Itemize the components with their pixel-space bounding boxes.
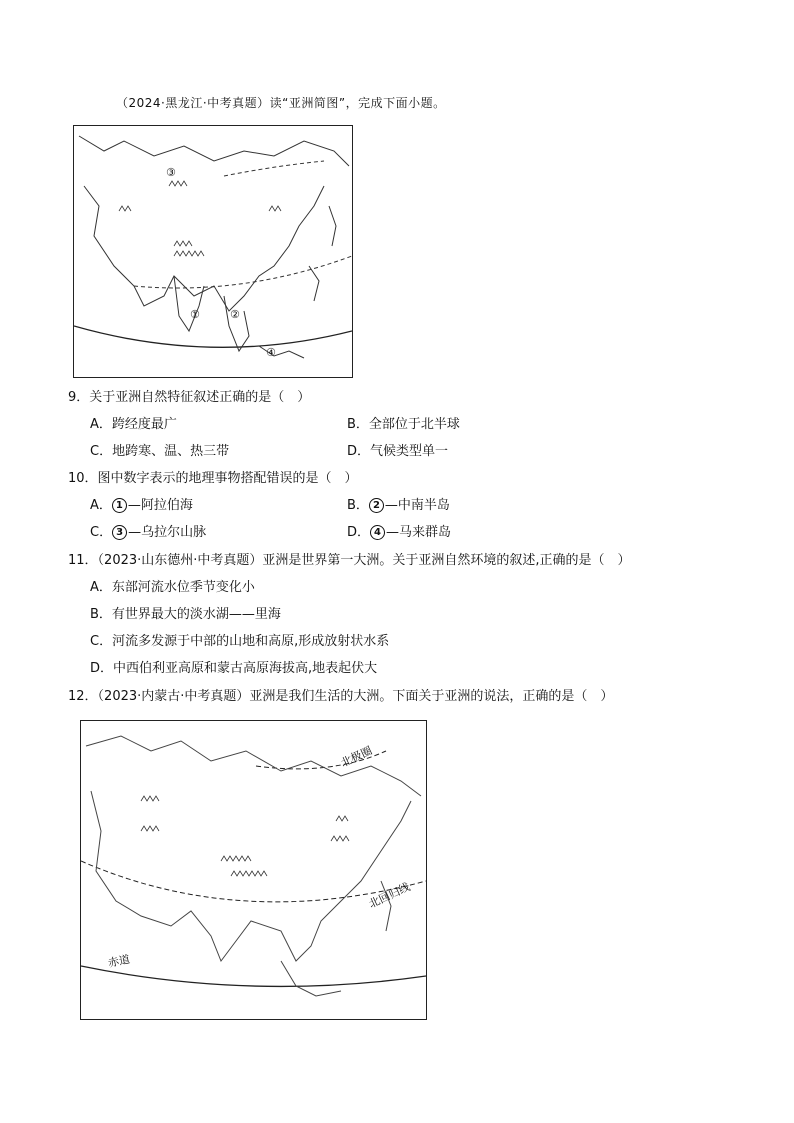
q9-stem: 9．关于亚洲自然特征叙述正确的是（ ） [68, 390, 311, 405]
q10-option-b-text: —中南半岛 [384, 498, 450, 513]
q9-option-a-text: 跨经度最广 [111, 417, 177, 432]
q12-stem: 12．（2023·内蒙古·中考真题）亚洲是我们生活的大洲。下面关于亚洲的说法，正确的是（ ） [68, 689, 614, 704]
map1-marker-3: ③ [166, 166, 176, 179]
q10-option-d-text: —马来群岛 [386, 525, 452, 540]
q11-option-a-text: 东部河流水位季节变化小 [111, 580, 255, 595]
q11-stem: 11．（2023·山东德州·中考真题）亚洲是世界第一大洲。关于亚洲自然环境的叙述,正确的是（ ） [68, 553, 631, 568]
q10-stem: 10．图中数字表示的地理事物搭配错误的是（ ） [68, 471, 358, 486]
q11-option-c[interactable] [90, 633, 389, 651]
q9-option-b[interactable] [347, 416, 460, 434]
q11-option-a-letter: A． [90, 580, 112, 595]
q10-option-a[interactable] [90, 497, 193, 515]
q9-option-d-text: 气候类型单一 [370, 444, 449, 459]
q11-option-c-letter: C． [90, 634, 113, 649]
equator-label: 赤道 [106, 952, 132, 970]
q9-option-b-letter: B． [347, 417, 369, 432]
q10-option-b-letter: B． [347, 498, 369, 513]
q11-option-b-letter: B． [90, 607, 112, 622]
q10-option-a-letter: A． [90, 498, 112, 513]
q11-option-d[interactable] [90, 660, 377, 678]
q10-option-d-number: 4 [370, 525, 385, 540]
q10-option-c-text: —乌拉尔山脉 [128, 525, 207, 540]
q11-option-d-letter: D． [90, 661, 114, 676]
q10-option-b-number: 2 [369, 498, 384, 513]
map1-marker-4: ④ [266, 346, 276, 359]
asia-map-2-drawing [81, 721, 426, 1019]
arctic-circle-label: 北极圈 [338, 743, 375, 770]
q10-option-a-number: 1 [112, 498, 127, 513]
q10-option-d-letter: D． [347, 525, 371, 540]
q9-option-d-letter: D． [347, 444, 371, 459]
q10-option-b[interactable] [347, 497, 450, 515]
q9-option-a-letter: A． [90, 417, 112, 432]
asia-map-1-drawing [74, 126, 352, 377]
intro-text: （2024·黑龙江·中考真题）读“亚洲简图”，完成下面小题。 [116, 96, 446, 110]
tropic-of-cancer-label: 北回归线 [366, 880, 413, 911]
q11-option-c-text: 河流多发源于中部的山地和高原,形成放射状水系 [112, 634, 390, 649]
q11-option-a[interactable] [90, 579, 255, 597]
q10-option-c-letter: C． [90, 525, 113, 540]
asia-map-2 [80, 720, 427, 1020]
q9-option-a[interactable] [90, 416, 177, 434]
q10-option-d[interactable] [347, 524, 451, 542]
q9-option-c[interactable] [90, 443, 229, 461]
q10-option-c-number: 3 [112, 525, 127, 540]
map1-marker-2: ② [230, 308, 240, 321]
q9-option-c-letter: C． [90, 444, 113, 459]
q9-option-b-text: 全部位于北半球 [368, 417, 460, 432]
q9-option-c-text: 地跨寒、温、热三带 [112, 444, 230, 459]
q10-option-c[interactable] [90, 524, 206, 542]
q10-option-a-text: —阿拉伯海 [127, 498, 193, 513]
q11-option-b-text: 有世界最大的淡水湖——里海 [111, 607, 281, 622]
map1-marker-1: ① [190, 308, 200, 321]
q11-option-d-text: 中西伯利亚高原和蒙古高原海拔高,地表起伏大 [113, 661, 378, 676]
q9-option-d[interactable] [347, 443, 448, 461]
asia-map-1 [73, 125, 353, 378]
q11-option-b[interactable] [90, 606, 281, 624]
